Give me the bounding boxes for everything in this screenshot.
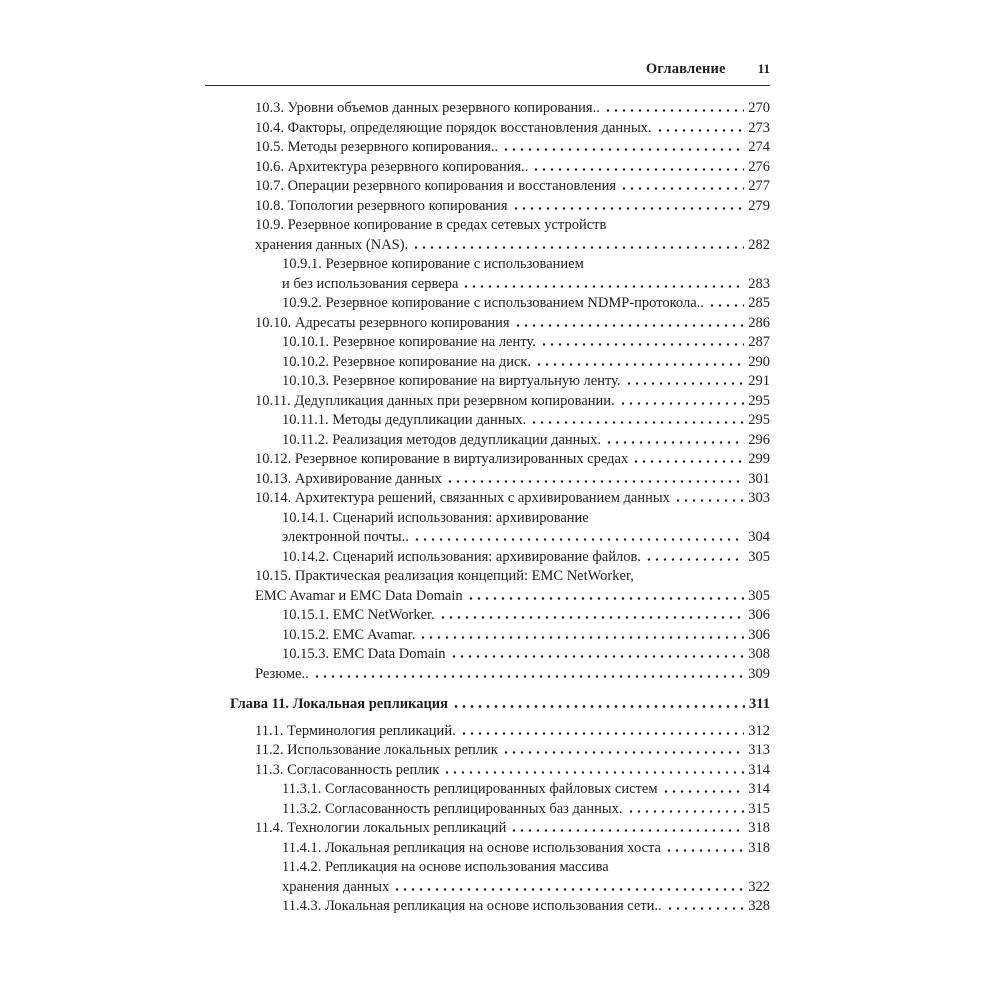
dot-leader (446, 470, 745, 483)
dot-leader (467, 587, 745, 600)
toc-entry-page: 306 (748, 626, 770, 643)
toc-entry (205, 392, 770, 412)
toc-chapter-entry (205, 695, 770, 715)
running-head-title: Оглавление (645, 61, 726, 77)
dot-leader (313, 665, 745, 678)
toc-entry (205, 626, 770, 646)
toc-entry-title: 10.8. Топологии резервного копирования (255, 197, 508, 214)
dot-leader (443, 761, 744, 774)
toc-entry-title: Резюме.. (255, 665, 309, 682)
toc-entry (205, 119, 770, 139)
toc-entry-page: 285 (748, 295, 770, 311)
toc-content (205, 60, 770, 917)
dot-leader (656, 119, 745, 132)
toc-list (205, 99, 770, 917)
toc-entry-page: 308 (748, 646, 770, 662)
dot-leader (510, 819, 744, 832)
toc-entry-title: 10.10.2. Резервное копирование на диск. (282, 353, 532, 370)
toc-entry (205, 819, 770, 839)
dot-leader (665, 839, 744, 852)
toc-entry-title: 10.14.1. Сценарий использования: архивирование (282, 509, 589, 526)
toc-entry-title: 10.15. Практическая реализация концепций: EMC NetWorker, (255, 568, 634, 584)
dot-leader (540, 333, 744, 346)
toc-entry-title: 10.4. Факторы, определяющие порядок восстановления данных. (255, 119, 652, 136)
dot-leader (627, 800, 745, 813)
toc-entry-title: 10.10.1. Резервное копирование на ленту. (282, 334, 536, 350)
toc-entry-page: 286 (748, 314, 770, 331)
toc-entry-page: 296 (748, 431, 770, 448)
dot-leader (514, 314, 745, 327)
toc-entry-title: 10.14.2. Сценарий использования: архивирование файлов. (282, 548, 641, 565)
toc-entry-page: 303 (748, 490, 770, 506)
toc-entry-title: 11.3.2. Согласованность реплицированных баз данных. (282, 800, 623, 817)
toc-entry-page: 318 (748, 839, 770, 856)
toc-entry-title: 10.14. Архитектура решений, связанных с архивированием данных (255, 490, 670, 506)
toc-entry-title: 11.2. Использование локальных реплик (255, 742, 498, 758)
dot-leader (632, 450, 744, 463)
toc-entry (205, 353, 770, 373)
toc-entry-page: 304 (748, 529, 770, 545)
toc-entry-title: 11.4.3. Локальная репликация на основе использования сети.. (282, 898, 662, 914)
toc-entry (205, 722, 770, 742)
dot-leader (625, 372, 745, 385)
toc-entry (205, 450, 770, 470)
toc-entry (205, 587, 770, 607)
toc-entry (205, 255, 770, 275)
dot-leader (452, 695, 745, 708)
toc-entry-title: 10.6. Архитектура резервного копирования.. (255, 158, 529, 175)
toc-entry-title: 10.10.3. Резервное копирование на виртуальную ленту. (282, 373, 621, 389)
dot-leader (502, 138, 744, 151)
toc-entry (205, 548, 770, 568)
toc-entry (205, 236, 770, 256)
toc-entry-title: 10.9. Резервное копирование в средах сетевых устройств (255, 217, 607, 233)
toc-entry-title: 11.3.1. Согласованность реплицированных файловых систем (282, 781, 658, 797)
dot-leader (439, 606, 745, 619)
toc-entry-page: 273 (748, 119, 770, 136)
toc-entry-page: 282 (748, 236, 770, 253)
toc-entry-title: EMC Avamar и EMC Data Domain (255, 587, 463, 604)
toc-entry-title: 10.15.1. EMC NetWorker. (282, 607, 435, 623)
toc-entry (205, 858, 770, 878)
toc-entry-title: хранения данных (NAS). (255, 236, 409, 253)
toc-entry-page: 279 (748, 197, 770, 214)
toc-entry (205, 411, 770, 431)
toc-entry-page: 309 (748, 665, 770, 682)
toc-entry-title: 10.9.1. Резервное копирование с использованием (282, 256, 584, 272)
dot-leader (460, 722, 745, 735)
toc-entry-title: 10.3. Уровни объемов данных резервного копирования.. (255, 100, 600, 116)
toc-entry (205, 470, 770, 490)
toc-entry (205, 294, 770, 314)
toc-entry (205, 489, 770, 509)
dot-leader (532, 158, 744, 171)
dot-leader (708, 294, 744, 307)
toc-entry-title: и без использования сервера (282, 275, 459, 292)
toc-entry (205, 158, 770, 178)
toc-entry-page: 274 (748, 139, 770, 155)
toc-entry-page: 313 (748, 742, 770, 758)
toc-entry-page: 312 (748, 722, 770, 739)
toc-entry (205, 606, 770, 626)
dot-leader (620, 177, 744, 190)
toc-entry (205, 897, 770, 917)
dot-leader (662, 780, 745, 793)
toc-entry-title: 10.15.2. EMC Avamar. (282, 626, 416, 643)
toc-entry-title: хранения данных (282, 878, 390, 895)
toc-entry-page: 287 (748, 334, 770, 350)
toc-entry-page: 328 (748, 898, 770, 914)
toc-entry-page: 314 (748, 761, 770, 778)
toc-entry (205, 839, 770, 859)
toc-entry-title: 11.1. Терминология репликаций. (255, 722, 456, 739)
toc-entry-title: электронной почты.. (282, 529, 409, 545)
toc-entry-page: 270 (748, 100, 770, 116)
toc-entry-title: 11.4.1. Локальная репликация на основе использования хоста (282, 839, 661, 856)
page-header (205, 60, 770, 85)
toc-entry-page: 314 (748, 781, 770, 797)
toc-entry (205, 780, 770, 800)
toc-entry-page: 305 (748, 548, 770, 565)
toc-entry (205, 665, 770, 685)
dot-leader (666, 897, 745, 910)
toc-entry (205, 645, 770, 665)
dot-leader (462, 275, 744, 288)
toc-entry-title: 11.4.2. Репликация на основе использования массива (282, 859, 609, 875)
dot-leader (530, 411, 744, 424)
toc-entry-title: 10.12. Резервное копирование в виртуализированных средах (255, 451, 629, 467)
toc-entry (205, 138, 770, 158)
toc-entry-page: 295 (748, 392, 770, 409)
dot-leader (535, 353, 744, 366)
toc-entry (205, 333, 770, 353)
dot-leader (502, 741, 744, 754)
toc-entry-page: 277 (748, 178, 770, 194)
toc-entry-page: 290 (748, 353, 770, 370)
toc-entry (205, 567, 770, 587)
toc-entry-title: 10.5. Методы резервного копирования.. (255, 139, 499, 155)
dot-leader (419, 626, 744, 639)
toc-entry-title: 10.11.1. Методы дедупликации данных. (282, 412, 527, 428)
dot-leader (674, 489, 744, 502)
toc-entry-page: 315 (748, 800, 770, 817)
toc-entry-page: 318 (748, 820, 770, 836)
toc-entry-page: 301 (748, 470, 770, 487)
dot-leader (450, 645, 745, 658)
dot-leader (412, 236, 744, 249)
toc-entry-title: 10.9.2. Резервное копирование с использованием NDMP-протокола.. (282, 295, 704, 311)
toc-entry (205, 197, 770, 217)
toc-entry (205, 878, 770, 898)
header-rule (205, 85, 770, 86)
toc-entry-title: Глава 11. Локальная репликация (230, 696, 448, 712)
toc-entry (205, 372, 770, 392)
dot-leader (393, 878, 744, 891)
toc-entry-page: 283 (748, 275, 770, 292)
dot-leader (645, 548, 744, 561)
toc-entry (205, 741, 770, 761)
toc-entry-page: 295 (748, 412, 770, 428)
toc-entry (205, 761, 770, 781)
toc-entry (205, 216, 770, 236)
toc-entry-page: 311 (749, 696, 770, 712)
toc-entry-title: 10.11. Дедупликация данных при резервном копировании. (255, 392, 615, 409)
toc-entry (205, 800, 770, 820)
toc-entry-title: 10.13. Архивирование данных (255, 470, 442, 487)
toc-entry (205, 528, 770, 548)
toc-entry (205, 99, 770, 119)
toc-entry-title: 10.10. Адресаты резервного копирования (255, 314, 510, 331)
toc-entry (205, 509, 770, 529)
toc-entry-page: 305 (748, 587, 770, 604)
toc-entry-title: 11.3. Согласованность реплик (255, 761, 440, 778)
toc-entry-page: 306 (748, 607, 770, 623)
toc-entry-title: 10.11.2. Реализация методов дедупликации данных. (282, 431, 602, 448)
toc-entry-page: 322 (748, 878, 770, 895)
toc-entry-title: 11.4. Технологии локальных репликаций (255, 820, 507, 836)
dot-leader (512, 197, 745, 210)
toc-entry (205, 314, 770, 334)
toc-entry-title: 10.15.3. EMC Data Domain (282, 646, 446, 662)
dot-leader (413, 528, 744, 541)
dot-leader (619, 392, 745, 405)
toc-entry-page: 291 (748, 373, 770, 389)
toc-entry (205, 431, 770, 451)
toc-entry (205, 275, 770, 295)
toc-entry (205, 177, 770, 197)
toc-entry-page: 276 (748, 158, 770, 175)
toc-entry-title: 10.7. Операции резервного копирования и восстановления (255, 178, 617, 194)
dot-leader (605, 431, 744, 444)
toc-entry-page: 299 (748, 451, 770, 467)
running-head-page-number: 11 (757, 61, 770, 76)
dot-leader (604, 99, 744, 112)
